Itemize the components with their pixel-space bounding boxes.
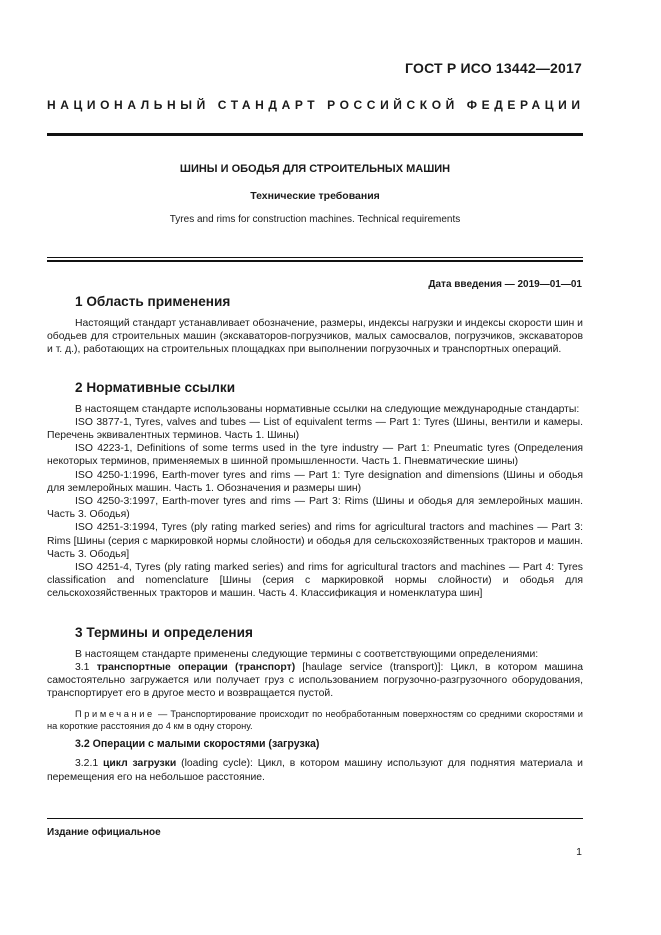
note — [47, 708, 583, 732]
note-text: — Транспортирование происходит по необработанным поверхностям со средними скоростями и на короткие расстояния до 4 км в одну сторону. — [47, 709, 583, 732]
term-number: 3.2.1 — [75, 758, 103, 770]
paragraph: В настоящем стандарте использованы нормативные ссылки на следующие международные стандарты: — [75, 403, 580, 415]
term-definition — [47, 757, 583, 783]
reference-item: ISO 4251-3:1994, Tyres (ply rating marked series) and rims for agricultural tractors and machines — Part 3: Rims [Шины (серия с маркировкой нормы слойности) и ободья для сельскохозяйственных тракторов и машин. Часть 3. Ободья] — [47, 522, 583, 560]
title-divider-thin — [47, 257, 583, 258]
section-terms-definitions — [47, 625, 583, 784]
section-heading: 1 Область применения — [75, 294, 231, 309]
section-heading: 3 Термины и определения — [75, 624, 253, 640]
national-standard-banner: НАЦИОНАЛЬНЫЙ СТАНДАРТ РОССИЙСКОЙ ФЕДЕРАЦИИ — [47, 98, 585, 112]
term-number: 3.1 — [75, 661, 97, 673]
reference-item: ISO 3877-1, Tyres, valves and tubes — List of equivalent terms — Part 1: Tyres (Шины, вентили и камеры. Перечень эквивалентных терминов. Часть 1. Шины) — [47, 416, 583, 442]
paragraph: Настоящий стандарт устанавливает обозначение, размеры, индексы нагрузки и индексы скорости шин и ободьев для строительных машин (экскаваторов-погрузчиков, малых самосвалов, погрузчиков, экскаваторов и т. д.), работающих на строительных площадках при выполнении погрузочных и транспортных операций. — [47, 318, 583, 356]
reference-item: ISO 4250-1:1996, Earth-mover tyres and rims — Part 1: Tyre designation and dimensions (Шины и ободья для землеройных машин. Часть 1. Обозначения и размеры шин) — [47, 469, 583, 494]
reference-item: ISO 4223-1, Definitions of some terms used in the tyre industry — Part 1: Pneumatic tyres (Определения некоторых терминов, применяемых в шинной промышленности. Часть 1. Пневматические шины) — [47, 443, 583, 468]
term-name: транспортные операции (транспорт) — [96, 661, 296, 673]
title-english: Tyres and rims for construction machines. Technical requirements — [169, 214, 461, 225]
title-russian: ШИНЫ И ОБОДЬЯ ДЛЯ СТРОИТЕЛЬНЫХ МАШИН — [179, 163, 451, 175]
subtitle-russian: Технические требования — [250, 190, 380, 202]
term-definition — [47, 661, 583, 701]
reference-item: ISO 4250-3:1997, Earth-mover tyres and rims — Part 3: Rims (Шины и ободья для землеройных машин. Часть 3. Ободья) — [47, 496, 583, 521]
document-body — [47, 294, 583, 784]
term-name: цикл загрузки — [102, 758, 177, 770]
note-label: Примечание — [75, 709, 155, 720]
official-edition-label: Издание официальное — [47, 827, 161, 838]
section-normative-references — [47, 380, 583, 601]
paragraph: В настоящем стандарте применены следующие термины с соответствующими определениями: — [75, 648, 539, 660]
title-divider-thick — [47, 260, 583, 262]
header-divider — [47, 133, 583, 136]
page-number: 1 — [576, 846, 582, 858]
document-code: ГОСТ Р ИСО 13442—2017 — [405, 60, 582, 76]
term-text: (loading cycle): Цикл, в котором машину используют для поднятия материала и перемещения его на небольшое расстояние. — [47, 758, 583, 783]
section-heading: 2 Нормативные ссылки — [75, 379, 236, 395]
section-scope — [47, 294, 583, 357]
reference-item: ISO 4251-4, Tyres (ply rating marked series) and rims for agricultural tractors and machines — Part 4: Tyres classification and nomenclature [Шины (серия с маркировкой нормы слойности) и ободья для сельскохозяйственных тракторов и машин. Часть 4. Классификация и номенклатура шин] — [47, 562, 583, 600]
introduction-date: Дата введения — 2019—01—01 — [428, 279, 582, 290]
term-text: [haulage service (transport)]: Цикл, в котором машина самостоятельно загружается или получает груз с использованием погрузочно-разгрузочного оборудования, транспортирует его в другое место и возвращается пустой. — [47, 661, 583, 700]
subsection-heading: 3.2 Операции с малыми скоростями (загрузка) — [75, 738, 320, 751]
footer-divider — [47, 818, 583, 819]
